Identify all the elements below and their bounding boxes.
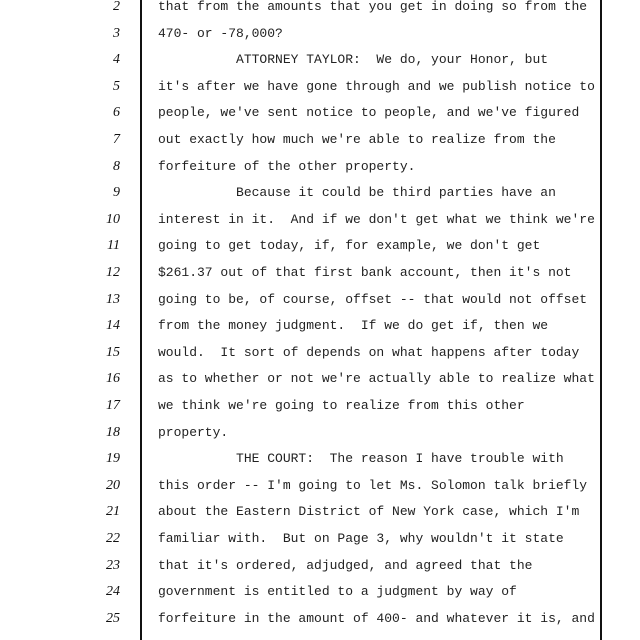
line-number: 17 [106,398,120,413]
transcript-line [0,236,640,262]
line-number: 14 [106,318,120,334]
line-number: 25 [106,610,120,626]
line-number: 15 [106,344,120,360]
line-text: going to get today, if, for example, we don't get [158,238,541,254]
line-number: 8 [113,158,120,174]
transcript-line [0,316,640,342]
line-number: 23 [106,557,120,573]
transcript-line [0,529,640,555]
transcript-line [0,183,640,209]
line-text: about the Eastern District of New York case, which I'm [158,504,580,520]
line-number: 10 [106,211,120,227]
line-text: it's after we have gone through and we publish notice to [158,78,595,94]
line-text: government is entitled to a judgment by way of [158,584,517,600]
transcript-line [0,24,640,50]
transcript-line [0,0,640,23]
transcript-line [0,502,640,528]
line-number: 4 [113,52,120,68]
line-number: 20 [106,477,120,493]
transcript-line [0,290,640,316]
line-text: ATTORNEY TAYLOR: We do, your Honor, but [158,52,549,68]
line-number: 11 [107,238,120,254]
line-number: 18 [106,424,120,440]
line-number: 2 [113,0,120,14]
line-number: 22 [106,531,120,546]
line-number: 13 [106,291,120,307]
line-number: 21 [106,504,120,520]
line-text: that from the amounts that you get in doing so from the [158,0,588,14]
line-number: 16 [106,371,120,387]
line-number: 24 [106,584,120,600]
transcript-line [0,263,640,289]
line-number: 5 [113,78,120,94]
line-text: from the money judgment. If we do get if, then we [158,318,549,334]
line-text: forfeiture of the other property. [158,158,416,174]
line-text: interest in it. And if we don't get what we think we're [158,211,595,227]
line-text: property. [158,424,229,440]
line-number: 9 [113,185,120,201]
line-number: 6 [113,105,120,121]
transcript-line [0,157,640,183]
line-text: out exactly how much we're able to realize from the [158,132,556,147]
line-text: 470- or -78,000? [158,25,283,41]
transcript-line [0,343,640,369]
line-text: Because it could be third parties have an [158,185,556,201]
line-text: people, we've sent notice to people, and we've figured [158,105,580,121]
transcript-line [0,476,640,502]
line-text: going to be, of course, offset -- that would not offset [158,291,588,307]
line-text: as to whether or not we're actually able to realize what [158,371,595,387]
transcript-line [0,103,640,129]
line-text: familiar with. But on Page 3, why wouldn't it state [158,531,564,546]
transcript-line [0,369,640,395]
transcript-line [0,396,640,422]
transcript-line [0,423,640,449]
line-number: 7 [113,132,120,147]
line-text: would. It sort of depends on what happens after today [158,344,580,360]
transcript-line [0,582,640,608]
line-text: $261.37 out of that first bank account, then it's not [158,265,572,280]
transcript-line [0,210,640,236]
line-number: 12 [106,265,120,280]
line-text: THE COURT: The reason I have trouble with [158,451,564,467]
line-number: 3 [113,25,120,41]
transcript-line [0,556,640,582]
line-text: this order -- I'm going to let Ms. Solomon talk briefly [158,477,588,493]
line-text: we think we're going to realize from this other [158,398,525,413]
transcript-line [0,449,640,475]
line-text: forfeiture in the amount of 400- and whatever it is, and [158,610,595,626]
line-number: 19 [106,451,120,467]
transcript-line [0,609,640,635]
transcript-line [0,50,640,76]
transcript-line [0,77,640,103]
transcript-line [0,130,640,156]
line-text: that it's ordered, adjudged, and agreed that the [158,557,533,573]
